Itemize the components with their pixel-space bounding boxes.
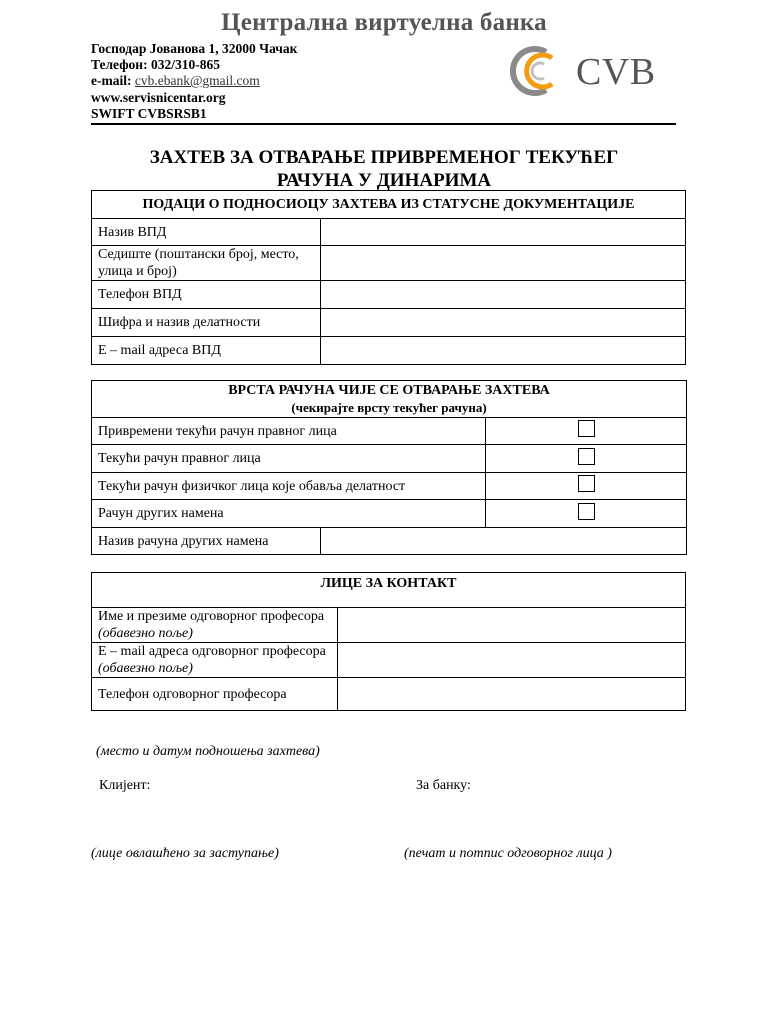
- logo-text: CVB: [576, 51, 656, 93]
- option-checkbox[interactable]: [578, 475, 595, 492]
- applicant-activity-field[interactable]: [321, 309, 686, 337]
- account-option-cell: [486, 445, 687, 473]
- account-type-heading: [92, 381, 687, 418]
- option-checkbox[interactable]: [578, 503, 595, 520]
- other-account-label: Назив рачуна других намена: [92, 528, 321, 555]
- email-label: e-mail:: [91, 73, 135, 88]
- bank-phone: Телефон: 032/310-865: [91, 57, 220, 72]
- account-option-label: Рачун других намена: [92, 500, 486, 528]
- bank-label: За банку:: [416, 778, 471, 793]
- applicant-table: [91, 190, 686, 365]
- required-note: (обавезно поље): [98, 661, 193, 676]
- applicant-seat-field[interactable]: [321, 246, 686, 281]
- contact-label: [92, 608, 338, 643]
- account-option-cell: [486, 418, 687, 445]
- professor-phone-field[interactable]: [338, 678, 686, 711]
- applicant-email-field[interactable]: [321, 337, 686, 365]
- applicant-label: Шифра и назив делатности: [92, 309, 321, 337]
- applicant-label: Телефон ВПД: [92, 281, 321, 309]
- option-checkbox[interactable]: [578, 420, 595, 437]
- applicant-heading: ПОДАЦИ О ПОДНОСИОЦУ ЗАХТЕВА ИЗ СТАТУСНЕ ДОКУМЕНТАЦИЈЕ: [92, 191, 686, 219]
- account-option-cell: [486, 473, 687, 500]
- form-title-line1: ЗАХТЕВ ЗА ОТВАРАЊЕ ПРИВРЕМЕНОГ ТЕКУЋЕГ: [149, 147, 619, 168]
- account-option-label: Текући рачун физичког лица које обавља делатност: [92, 473, 486, 500]
- bank-website: www.servisnicentar.org: [91, 90, 226, 105]
- logo-swirl-icon: [500, 40, 570, 102]
- applicant-name-field[interactable]: [321, 219, 686, 246]
- contact-label: Телефон одговорног професора: [92, 678, 338, 711]
- account-type-subtitle: (чекирајте врсту текућег рачуна): [291, 400, 487, 415]
- applicant-label: Назив ВПД: [92, 219, 321, 246]
- client-signature-label: (лице овлашћено за заступање): [91, 846, 279, 861]
- bank-email-line: [91, 72, 260, 89]
- contact-heading: ЛИЦЕ ЗА КОНТАКТ: [92, 573, 686, 608]
- contact-label: [92, 643, 338, 678]
- bank-signature-label: (печат и потпис одговорног лица ): [404, 846, 612, 861]
- account-type-table: [91, 380, 687, 555]
- applicant-phone-field[interactable]: [321, 281, 686, 309]
- cvb-logo: [500, 40, 688, 102]
- bank-swift: SWIFT CVBSRSB1: [91, 106, 207, 121]
- option-checkbox[interactable]: [578, 448, 595, 465]
- client-label: Клијент:: [99, 778, 151, 793]
- contact-label-text: E – mail адреса одговорног професора: [98, 644, 326, 659]
- account-type-title: ВРСТА РАЧУНА ЧИЈЕ СЕ ОТВАРАЊЕ ЗАХТЕВА: [228, 383, 550, 398]
- contact-table: [91, 572, 686, 711]
- form-title-line2: РАЧУНА У ДИНАРИМА: [276, 170, 492, 191]
- applicant-label: Седиште (поштански број, место, улица и број): [92, 246, 321, 281]
- bank-address: Господар Јованова 1, 32000 Чачак: [91, 41, 298, 56]
- bank-name: Централна виртуелна банка: [221, 9, 547, 36]
- account-option-label: Привремени текући рачун правног лица: [92, 418, 486, 445]
- professor-name-field[interactable]: [338, 608, 686, 643]
- required-note: (обавезно поље): [98, 626, 193, 641]
- place-date-label: (место и датум подношења захтева): [96, 744, 320, 759]
- account-option-label: Текући рачун правног лица: [92, 445, 486, 473]
- email-link[interactable]: cvb.ebank@gmail.com: [134, 73, 260, 88]
- other-account-name-field[interactable]: [321, 528, 687, 555]
- account-option-cell: [486, 500, 687, 528]
- applicant-label: E – mail адреса ВПД: [92, 337, 321, 365]
- header-divider: [91, 123, 676, 125]
- professor-email-field[interactable]: [338, 643, 686, 678]
- contact-label-text: Име и презиме одговорног професора: [98, 609, 325, 624]
